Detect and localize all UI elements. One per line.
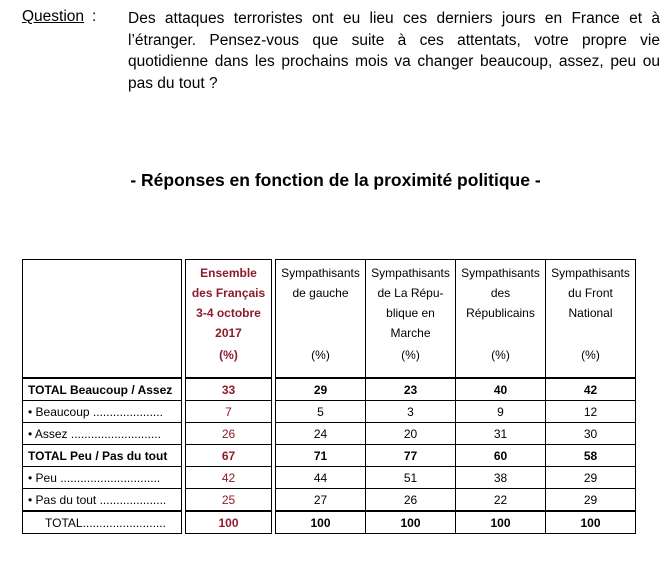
header-line: des (490, 286, 511, 300)
question-text: Des attaques terroristes ont eu lieu ces derniers jours en France et à l’étranger. Pensez-vous que suite à ces attentats, votre propre vie quotidienne dans les prochains mois va changer beaucoup, assez, peu ou pas du tout ? (128, 10, 660, 92)
header-line: 3-4 octobre (196, 306, 261, 320)
cell-value: 58 (546, 445, 636, 467)
header-unit: (%) (581, 348, 600, 362)
cell-value: 100 (366, 511, 456, 534)
header-unit: (%) (491, 348, 510, 362)
header-line: National (568, 306, 613, 320)
table-row (23, 445, 636, 467)
header-line: Ensemble (200, 266, 257, 280)
header-line: Sympathisants (461, 266, 540, 280)
header-unit: (%) (219, 348, 238, 362)
cell-value: 12 (546, 401, 636, 423)
header-gauche (276, 260, 366, 379)
header-line: 2017 (215, 326, 242, 340)
cell-value: 40 (456, 378, 546, 401)
header-ensemble (186, 260, 272, 379)
cell-value: 100 (456, 511, 546, 534)
cell-value: 42 (546, 378, 636, 401)
cell-ensemble: 42 (186, 467, 272, 489)
header-line: Sympathisants (551, 266, 630, 280)
cell-ensemble: 100 (186, 511, 272, 534)
row-label: TOTAL Beaucoup / Assez (23, 378, 182, 401)
header-fn (546, 260, 636, 379)
cell-value: 29 (546, 489, 636, 512)
cell-value: 9 (456, 401, 546, 423)
cell-value: 20 (366, 423, 456, 445)
header-line: de gauche (292, 286, 349, 300)
header-line: du Front (568, 286, 613, 300)
row-label: • Pas du tout .................... (23, 489, 182, 512)
cell-value: 29 (546, 467, 636, 489)
header-line: Sympathisants (281, 266, 360, 280)
row-label: • Peu .............................. (23, 467, 182, 489)
header-line: des Français (191, 286, 266, 300)
cell-value: 30 (546, 423, 636, 445)
cell-value: 24 (276, 423, 366, 445)
subtitle: - Réponses en fonction de la proximité politique - (130, 170, 541, 190)
header-republicains (456, 260, 546, 379)
header-line: Marche (390, 326, 431, 340)
cell-value: 100 (546, 511, 636, 534)
header-unit: (%) (401, 348, 420, 362)
cell-value: 22 (456, 489, 546, 512)
cell-ensemble: 7 (186, 401, 272, 423)
cell-value: 100 (276, 511, 366, 534)
table-row (23, 378, 636, 401)
row-label: TOTAL......................... (23, 511, 182, 534)
table-row (23, 401, 636, 423)
header-line: Républicains (466, 306, 535, 320)
cell-value: 27 (276, 489, 366, 512)
results-table (22, 259, 636, 534)
header-corner (23, 260, 182, 379)
cell-value: 51 (366, 467, 456, 489)
cell-ensemble: 33 (186, 378, 272, 401)
table-row (23, 489, 636, 512)
row-label: • Assez ........................... (23, 423, 182, 445)
header-lrem (366, 260, 456, 379)
row-label: TOTAL Peu / Pas du tout (23, 445, 182, 467)
header-line: de La Répu- (377, 286, 444, 300)
row-label: • Beaucoup ..................... (23, 401, 182, 423)
table-row-total (23, 511, 636, 534)
table-row (23, 467, 636, 489)
question-label: Question (22, 8, 85, 25)
cell-value: 31 (456, 423, 546, 445)
header-unit: (%) (311, 348, 330, 362)
cell-value: 5 (276, 401, 366, 423)
header-line: Sympathisants (371, 266, 450, 280)
header-row (23, 260, 636, 379)
cell-value: 60 (456, 445, 546, 467)
cell-value: 26 (366, 489, 456, 512)
cell-value: 3 (366, 401, 456, 423)
cell-value: 77 (366, 445, 456, 467)
cell-ensemble: 67 (186, 445, 272, 467)
header-line: blique en (386, 306, 435, 320)
cell-value: 44 (276, 467, 366, 489)
cell-value: 38 (456, 467, 546, 489)
question-colon: : (92, 8, 97, 25)
cell-value: 71 (276, 445, 366, 467)
cell-ensemble: 26 (186, 423, 272, 445)
cell-value: 29 (276, 378, 366, 401)
cell-value: 23 (366, 378, 456, 401)
table-row (23, 423, 636, 445)
cell-ensemble: 25 (186, 489, 272, 512)
